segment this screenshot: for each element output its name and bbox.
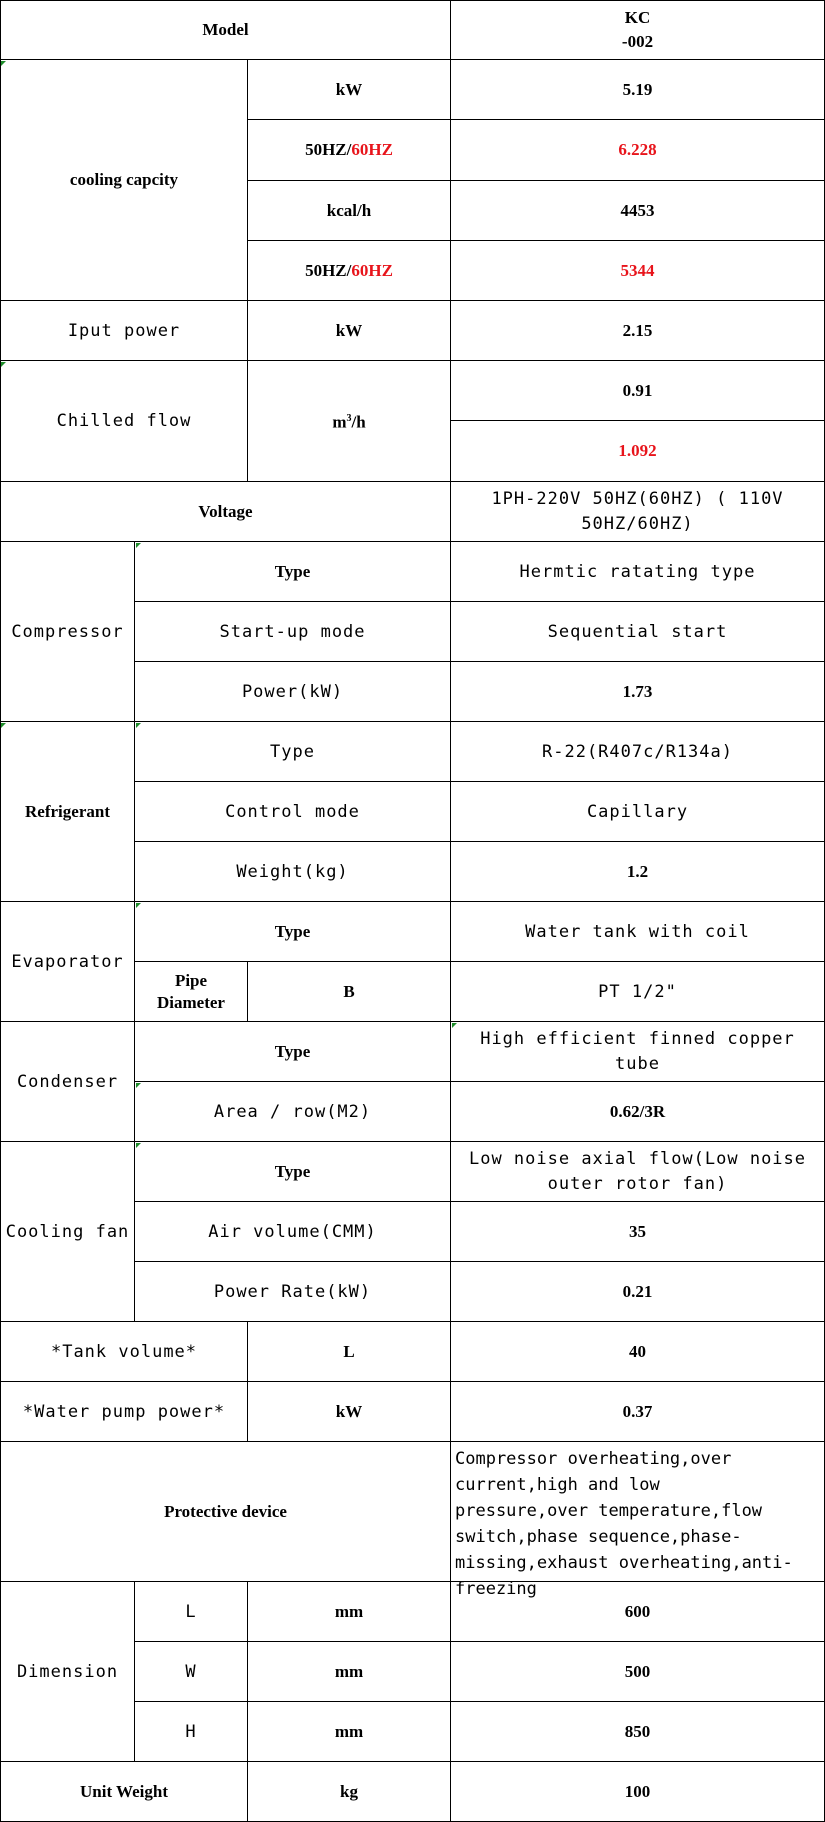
cooling-value-kw: 5.19	[451, 60, 825, 120]
evaporator-type-value: Water tank with coil	[451, 902, 825, 962]
unit-weight-label: Unit Weight	[0, 1762, 248, 1822]
chilled-flow-value-60hz: 1.092	[451, 421, 825, 482]
refrigerant-weight-label: Weight(kg)	[135, 842, 451, 902]
chilled-flow-label: Chilled flow	[0, 361, 248, 482]
cooling-fan-power-label: Power Rate(kW)	[135, 1262, 451, 1322]
condenser-area-value: 0.62/3R	[451, 1082, 825, 1142]
condenser-type-value: High efficient finned copper tube	[451, 1022, 825, 1082]
voltage-value: 1PH-220V 50HZ(60HZ) ( 110V 50HZ/60HZ)	[451, 482, 825, 542]
cooling-fan-power-value: 0.21	[451, 1262, 825, 1322]
model-label: Model	[0, 0, 451, 60]
evaporator-pipe-unit: B	[248, 962, 451, 1022]
dimension-axis-l: L	[135, 1582, 248, 1642]
refrigerant-type-value: R-22(R407c/R134a)	[451, 722, 825, 782]
cell-marker-icon	[1, 61, 6, 66]
unit-weight-unit: kg	[248, 1762, 451, 1822]
compressor-startup-label: Start-up mode	[135, 602, 451, 662]
cooling-fan-air-label: Air volume(CMM)	[135, 1202, 451, 1262]
cooling-unit-hz-kw: 50HZ/ 60HZ	[248, 120, 451, 181]
cooling-unit-hz-kcal: 50HZ/ 60HZ	[248, 241, 451, 301]
cooling-fan-label: Cooling fan	[0, 1142, 135, 1322]
dimension-value-l: 600	[451, 1582, 825, 1642]
input-power-label: Iput power	[0, 301, 248, 361]
refrigerant-weight-value: 1.2	[451, 842, 825, 902]
tank-volume-unit: L	[248, 1322, 451, 1382]
protective-device-value: Compressor overheating,over current,high and low pressure,over temperature,flow switch,phase sequence,phase- missing,exhaust overheating,anti- freezing	[451, 1442, 825, 1582]
model-value: KC -002	[451, 0, 825, 60]
evaporator-pipe-value: PT 1/2"	[451, 962, 825, 1022]
compressor-label: Compressor	[0, 542, 135, 722]
refrigerant-control-label: Control mode	[135, 782, 451, 842]
condenser-label: Condenser	[0, 1022, 135, 1142]
condenser-area-label: Area / row(M2)	[135, 1082, 451, 1142]
dimension-unit-l: mm	[248, 1582, 451, 1642]
chilled-flow-unit: $m^3/h$	[248, 361, 451, 482]
voltage-label: Voltage	[0, 482, 451, 542]
evaporator-label: Evaporator	[0, 902, 135, 1022]
unit-weight-value: 100	[451, 1762, 825, 1822]
condenser-type-label: Type	[135, 1022, 451, 1082]
dimension-value-w: 500	[451, 1642, 825, 1702]
cooling-capacity-label: cooling capcity	[0, 60, 248, 301]
evaporator-type-label: Type	[135, 902, 451, 962]
dimension-unit-h: mm	[248, 1702, 451, 1762]
compressor-power-label: Power(kW)	[135, 662, 451, 722]
dimension-value-h: 850	[451, 1702, 825, 1762]
cooling-fan-type-value: Low noise axial flow(Low noise outer rotor fan)	[451, 1142, 825, 1202]
protective-device-label: Protective device	[0, 1442, 451, 1582]
cooling-value-60hz-kcal: 5344	[451, 241, 825, 301]
cell-marker-icon	[1, 362, 6, 367]
evaporator-pipe-label: Pipe Diameter	[135, 962, 248, 1022]
dimension-axis-h: H	[135, 1702, 248, 1762]
dimension-axis-w: W	[135, 1642, 248, 1702]
refrigerant-label: Refrigerant	[0, 722, 135, 902]
compressor-type-label: Type	[135, 542, 451, 602]
cooling-value-kcal: 4453	[451, 181, 825, 241]
input-power-unit: kW	[248, 301, 451, 361]
compressor-type-value: Hermtic ratating type	[451, 542, 825, 602]
cell-marker-icon	[1, 723, 6, 728]
compressor-startup-value: Sequential start	[451, 602, 825, 662]
cooling-unit-kcal: kcal/h	[248, 181, 451, 241]
dimension-label: Dimension	[0, 1582, 135, 1762]
cooling-unit-kw: kW	[248, 60, 451, 120]
tank-volume-label: *Tank volume*	[0, 1322, 248, 1382]
dimension-unit-w: mm	[248, 1642, 451, 1702]
cooling-value-60hz-kw: 6.228	[451, 120, 825, 181]
input-power-value: 2.15	[451, 301, 825, 361]
refrigerant-type-label: Type	[135, 722, 451, 782]
cooling-fan-air-value: 35	[451, 1202, 825, 1262]
water-pump-label: *Water pump power*	[0, 1382, 248, 1442]
chilled-flow-value: 0.91	[451, 361, 825, 421]
refrigerant-control-value: Capillary	[451, 782, 825, 842]
cooling-fan-type-label: Type	[135, 1142, 451, 1202]
compressor-power-value: 1.73	[451, 662, 825, 722]
water-pump-value: 0.37	[451, 1382, 825, 1442]
tank-volume-value: 40	[451, 1322, 825, 1382]
water-pump-unit: kW	[248, 1382, 451, 1442]
